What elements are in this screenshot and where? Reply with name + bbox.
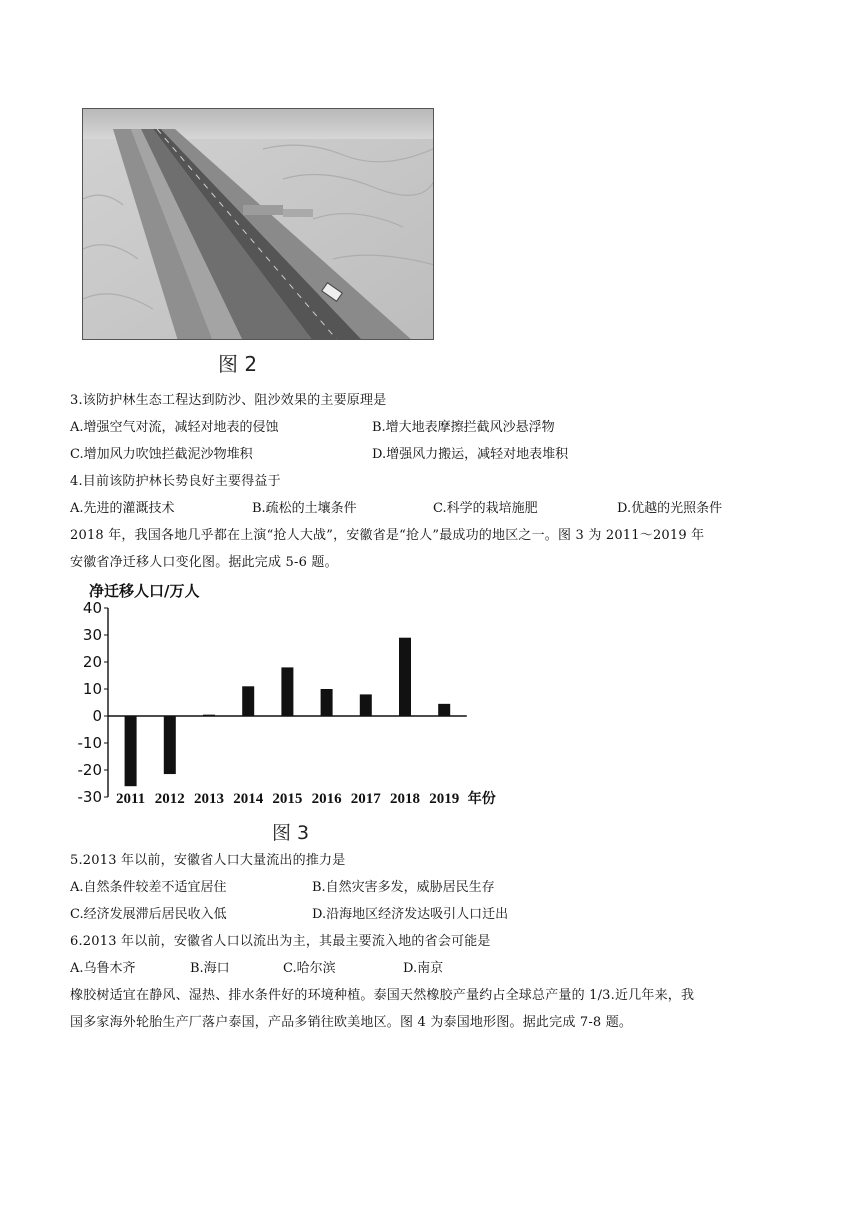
- question-5-option-b: B.自然灾害多发，威胁居民生存: [312, 880, 495, 895]
- question-3-stem: 3.该防护林生态工程达到防沙、阻沙效果的主要原理是: [70, 393, 387, 408]
- question-4-stem: 4.目前该防护林长势良好主要得益于: [70, 474, 281, 489]
- bar-2015: [281, 667, 293, 716]
- intro-7-8-line-1: 橡胶树适宜在静风、湿热、排水条件好的环境种植。泰国天然橡胶产量约占全球总产量的 1/3.近几年来，我: [70, 988, 695, 1003]
- question-4-option-d: D.优越的光照条件: [617, 501, 723, 516]
- figure-2-photo: [82, 108, 434, 340]
- question-4-option-a: A.先进的灌溉技术: [70, 501, 175, 516]
- x-axis-label: 年份: [467, 791, 496, 807]
- x-tick-label: 2011: [116, 791, 146, 807]
- y-tick-label: 20: [82, 653, 102, 671]
- question-6-option-c: C.哈尔滨: [283, 961, 336, 976]
- desert-road-image: [83, 109, 434, 340]
- x-tick-label: 2016: [311, 791, 342, 807]
- question-5-option-a: A.自然条件较差不适宜居住: [70, 880, 227, 895]
- x-tick-label: 2012: [154, 791, 185, 807]
- intro-7-8-line-2: 国多家海外轮胎生产厂落户泰国，产品多销往欧美地区。图 4 为泰国地形图。据此完成 7-8 题。: [70, 1015, 633, 1030]
- question-3-option-c: C.增加风力吹蚀拦截泥沙物堆积: [70, 447, 253, 462]
- y-tick-label: 40: [82, 599, 102, 617]
- y-tick-label: 0: [92, 707, 102, 725]
- intro-5-6-line-1: 2018 年，我国各地几乎都在上演“抢人大战”，安徽省是“抢人”最成功的地区之一。图 3 为 2011～2019 年: [70, 528, 705, 543]
- y-tick-label: -10: [77, 734, 102, 752]
- x-tick-label: 2019: [429, 791, 460, 807]
- question-6-option-b: B.海口: [190, 961, 230, 976]
- bar-2012: [164, 716, 176, 774]
- question-3-option-b: B.增大地表摩擦拦截风沙悬浮物: [372, 420, 555, 435]
- question-5-option-d: D.沿海地区经济发达吸引人口迁出: [312, 907, 509, 922]
- question-6-stem: 6.2013 年以前，安徽省人口以流出为主，其最主要流入地的省会可能是: [70, 934, 491, 949]
- figure-2-caption: 图 2: [218, 352, 258, 376]
- question-6-option-a: A.乌鲁木齐: [70, 961, 136, 976]
- intro-5-6-line-2: 安徽省净迁移人口变化图。据此完成 5-6 题。: [70, 555, 338, 570]
- question-6-option-d: D.南京: [403, 961, 444, 976]
- y-tick-label: 30: [82, 626, 102, 644]
- bar-2018: [399, 638, 411, 716]
- question-4-option-b: B.疏松的土壤条件: [252, 501, 357, 516]
- question-5-stem: 5.2013 年以前，安徽省人口大量流出的推力是: [70, 853, 346, 868]
- question-3-option-d: D.增强风力搬运，减轻对地表堆积: [372, 447, 569, 462]
- bar-2017: [360, 694, 372, 716]
- chart-title: 净迁移人口/万人: [89, 582, 200, 600]
- x-tick-label: 2014: [233, 791, 264, 807]
- bar-2019: [438, 704, 450, 716]
- question-4-option-c: C.科学的栽培施肥: [433, 501, 538, 516]
- bar-2014: [242, 686, 254, 716]
- x-tick-label: 2017: [350, 791, 381, 807]
- figure-3-caption: 图 3: [272, 822, 310, 844]
- x-tick-label: 2018: [390, 791, 420, 807]
- question-5-option-c: C.经济发展滞后居民收入低: [70, 907, 227, 922]
- bar-2011: [125, 716, 137, 786]
- y-tick-label: -20: [77, 761, 102, 779]
- bar-2013: [203, 715, 215, 717]
- bar-2016: [321, 689, 333, 716]
- x-tick-label: 2013: [194, 791, 224, 807]
- x-tick-label: 2015: [272, 791, 303, 807]
- y-tick-label: -30: [77, 788, 102, 806]
- question-3-option-a: A.增强空气对流，减轻对地表的侵蚀: [70, 420, 279, 435]
- net-migration-bar-chart: [70, 598, 530, 814]
- y-tick-label: 10: [82, 680, 102, 698]
